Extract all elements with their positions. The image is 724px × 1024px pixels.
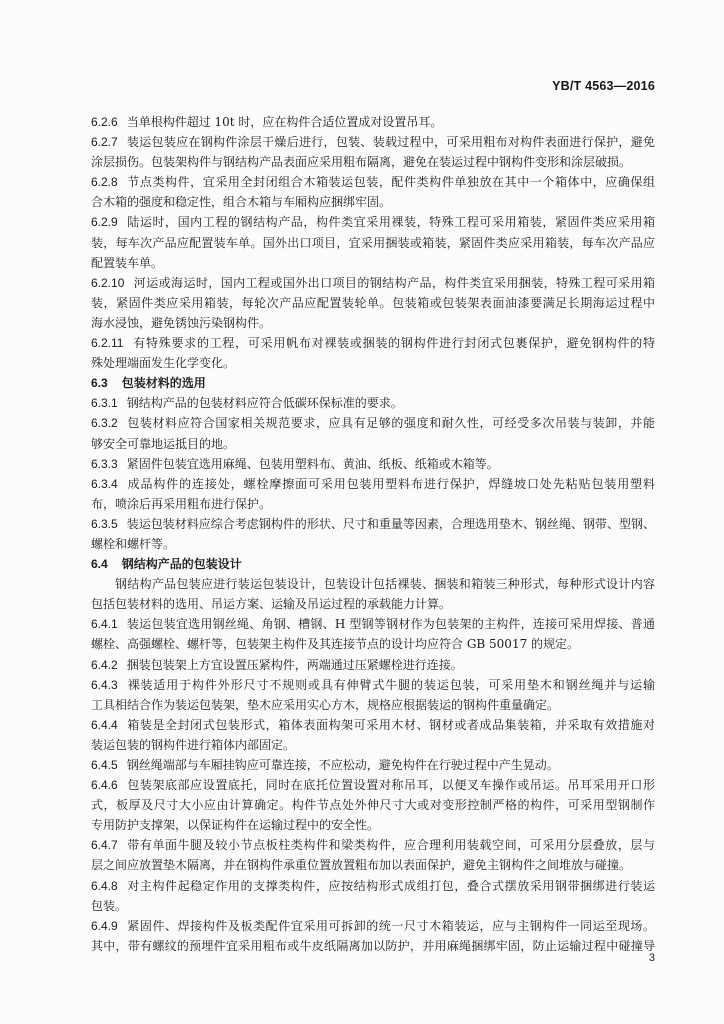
clause-text: 紧固件包装宜选用麻绳、包装用塑料布、黄油、纸板、纸箱或木箱等。	[126, 456, 499, 471]
clause-6-4-8	[91, 876, 655, 916]
clause-number: 6.3.3	[91, 456, 118, 471]
text-line	[91, 715, 655, 735]
clause-6-2-9	[91, 212, 655, 272]
clause-number: 6.4.6	[91, 778, 118, 793]
text-line	[91, 936, 655, 956]
clause-number: 6.3.4	[91, 476, 118, 491]
text-line	[91, 112, 655, 132]
text-line	[91, 594, 655, 614]
clause-6-2-11	[91, 333, 655, 373]
section-title: 钢结构产品的包装设计	[121, 557, 242, 572]
section-heading-6-4	[91, 554, 655, 574]
clause-number: 6.3.1	[91, 396, 118, 411]
clause-text: 海水浸蚀，避免锈蚀污染钢构件。	[91, 315, 272, 330]
clause-number: 6.4.7	[91, 838, 118, 853]
clause-text: 螺栓、高强螺栓、螺杆等，包装架主构件及其连接节点的设计均应符合 GB 50017 的规定。	[91, 637, 580, 652]
clause-number: 6.2.11	[91, 336, 124, 351]
section-heading-6-3	[91, 373, 655, 393]
text-line	[91, 695, 655, 715]
clause-6-4-3	[91, 675, 655, 715]
clause-text: 够安全可靠地运抵目的地。	[91, 436, 236, 451]
clause-text: 合木箱的强度和稳定性，组合木箱与车厢构应捆绑牢固。	[91, 195, 392, 210]
clause-number: 6.4.8	[91, 878, 118, 893]
text-line	[91, 434, 655, 454]
clause-text: 紧固件、焊接构件及板类配件宜采用可拆卸的统一尺寸木箱装运，应与主钢构件一同运至现场。	[126, 918, 655, 933]
clause-6-3-3	[91, 454, 655, 474]
clause-number: 6.3.5	[91, 516, 118, 531]
clause-6-2-8	[91, 172, 655, 212]
clause-number: 6.2.8	[91, 175, 118, 190]
clause-text: 裸装适用于构件外形尺寸不规则或具有伸臂式牛腿的装运包装，可采用垫木和钢丝绳并与运输	[126, 677, 655, 692]
text-line	[91, 132, 655, 152]
text-line	[91, 514, 655, 534]
text-line	[91, 614, 655, 634]
text-line	[91, 253, 655, 273]
clause-text: 当单根构件超过 10t 时，应在构件合适位置成对设置吊耳。	[126, 115, 443, 129]
clause-text: 装运包装的钢构件进行箱体内部固定。	[91, 737, 296, 752]
text-line	[91, 353, 655, 373]
text-line	[91, 855, 655, 875]
clause-text: 涂层损伤。包装架构件与钢结构产品表面应采用粗布隔离，避免在装运过程中钢构件变形和涂层破损。	[91, 155, 632, 170]
clause-text: 捆装包装架上方宜设置压紧构件，两端通过压紧螺栓进行连接。	[126, 657, 463, 672]
clause-text: 装，每车次产品应配置装车单。国外出口项目，宜采用捆装或箱装，紧固件类应采用箱装，每车次产品应	[91, 235, 655, 250]
clause-text: 装运包装应在钢构件涂层干燥后进行，包装、装载过程中，可采用粗布对构件表面进行保护，避免	[126, 135, 655, 150]
section-number: 6.4	[91, 557, 108, 572]
clause-text: 对主构件起稳定作用的支撑类构件，应按结构形式成组打包，叠合式摆放采用钢带捆绑进行装运	[126, 878, 655, 893]
text-line	[91, 815, 655, 835]
clause-text: 殊处理端面发生化学变化。	[91, 356, 236, 371]
clause-number: 6.2.10	[91, 275, 125, 290]
text-line	[91, 916, 655, 936]
text-line	[91, 192, 655, 212]
text-line	[91, 152, 655, 172]
clause-6-4-5	[91, 755, 655, 775]
text-line	[91, 293, 655, 313]
clause-text: 布，喷涂后再采用粗布进行保护。	[91, 496, 272, 511]
clause-text: 专用防护支撑架，以保证构件在运输过程中的安全性。	[91, 818, 380, 833]
clause-text: 箱装是全封闭式包装形式，箱体表面构架可采用木材、钢材或者成品集装箱，并采取有效措施对	[126, 717, 655, 732]
clause-number: 6.4.4	[91, 717, 118, 732]
document-body	[91, 112, 655, 956]
clause-number: 6.3.2	[91, 416, 118, 431]
clause-text: 陆运时，国内工程的钢结构产品，构件类宜采用裸装，特殊工程可采用箱装，紧固件类应采用箱	[126, 215, 655, 230]
clause-number: 6.2.9	[91, 215, 118, 230]
page-number: 3	[648, 952, 655, 964]
clause-text: 有特殊要求的工程，可采用帆布对裸装或捆装的钢构件进行封闭式包裹保护，避免钢构件的特	[132, 336, 655, 351]
clause-text: 成品构件的连接处，螺栓摩擦面可采用包装用塑料布进行保护，焊缝坡口处先粘贴包装用塑料	[126, 476, 655, 491]
clause-number: 6.2.7	[91, 135, 118, 150]
text-line	[91, 835, 655, 855]
section-intro-paragraph	[91, 574, 655, 614]
text-line	[91, 675, 655, 695]
clause-text: 包装材料应符合国家相关规范要求，应具有足够的强度和耐久性，可经受多次吊装与装卸，并能	[126, 416, 655, 431]
clause-6-3-5	[91, 514, 655, 554]
clause-6-3-1	[91, 393, 655, 413]
clause-6-4-1	[91, 614, 655, 654]
text-line	[91, 454, 655, 474]
clause-text: 配置装车单。	[91, 255, 164, 270]
text-line	[91, 333, 655, 353]
clause-number: 6.2.6	[91, 115, 118, 129]
text-line	[91, 474, 655, 494]
text-line	[91, 574, 655, 594]
clause-text: 工具相结合作为装运包装架，垫木应采用实心方木，规格应根据装运的钢构件重量确定。	[91, 697, 560, 712]
clause-text: 包装架底部应设置底托，同时在底托位置设置对称吊耳，以便叉车操作或吊运。吊耳采用开口形	[126, 778, 655, 793]
clause-text: 河运或海运时，国内工程或国外出口项目的钢结构产品，构件类宜采用捆装，特殊工程可采用箱	[133, 275, 655, 290]
text-line	[91, 876, 655, 896]
text-line	[91, 534, 655, 554]
text-line	[91, 795, 655, 815]
clause-number: 6.4.9	[91, 918, 118, 933]
text-line	[91, 634, 655, 654]
clause-text: 节点类构件，宜采用全封闭组合木箱装运包装，配件类构件单独放在其中一个箱体中，应确保组	[126, 175, 655, 190]
clause-text: 带有单面牛腿及较小节点板柱类构件和梁类构件，应合理利用装载空间，可采用分层叠放，层与	[126, 838, 655, 853]
clause-number: 6.4.3	[91, 677, 118, 692]
paragraph-text: 钢结构产品包装应进行装运包装设计，包装设计包括裸装、捆装和箱装三种形式，每种形式设计内容	[115, 577, 655, 592]
clause-6-3-2	[91, 413, 655, 453]
clause-number: 6.4.5	[91, 758, 118, 772]
clause-6-4-7	[91, 835, 655, 875]
clause-6-3-4	[91, 474, 655, 514]
clause-number: 6.4.2	[91, 657, 118, 672]
text-line	[91, 413, 655, 433]
clause-text: 层之间应放置垫木隔离，并在钢构件承重位置放置粗布加以表面保护，避免主钢构件之间堆放与碰撞。	[91, 858, 632, 873]
text-line	[91, 233, 655, 253]
text-line	[91, 775, 655, 795]
clause-6-4-2	[91, 655, 655, 675]
clause-text: 装，紧固件类应采用箱装，每轮次产品应配置装轮单。包装箱或包装架表面油漆要满足长期海运过程中	[91, 295, 655, 310]
text-line	[91, 735, 655, 755]
clause-text: 装运包装宜选用钢丝绳、角钢、槽钢、H 型钢等钢材作为包装架的主构件，连接可采用焊接、普通	[126, 617, 655, 632]
clause-text: 螺栓和螺杆等。	[91, 536, 176, 551]
clause-6-4-9	[91, 916, 655, 956]
clause-6-2-10	[91, 273, 655, 333]
paragraph-text: 包括包装材料的选用、吊运方案、运输及吊运过程的承载能力计算。	[91, 597, 452, 612]
text-line	[91, 172, 655, 192]
text-line	[91, 313, 655, 333]
clause-6-2-6	[91, 112, 655, 132]
text-line	[91, 494, 655, 514]
clause-text: 包装。	[91, 898, 128, 913]
text-line	[91, 393, 655, 413]
standard-code-header: YB/T 4563—2016	[552, 79, 655, 93]
clause-number: 6.4.1	[91, 617, 118, 632]
text-line	[91, 755, 655, 775]
clause-6-4-4	[91, 715, 655, 755]
clause-text: 式，板厚及尺寸大小应由计算确定。构件节点处外伸尺寸大或对变形控制严格的构件，可采用型钢制作	[91, 798, 655, 813]
section-number: 6.3	[91, 376, 108, 391]
text-line	[91, 212, 655, 232]
text-line	[91, 896, 655, 916]
text-line	[91, 655, 655, 675]
clause-text: 装运包装材料应综合考虑钢构件的形状、尺寸和重量等因素，合理选用垫木、钢丝绳、钢带、型钢、	[126, 516, 655, 531]
text-line	[91, 273, 655, 293]
clause-text: 其中，带有螺纹的预埋件宜采用粗布或牛皮纸隔离加以防护，并用麻绳捆绑牢固，防止运输过程中碰撞导	[91, 938, 655, 953]
section-title: 包装材料的选用	[121, 376, 206, 391]
clause-text: 钢丝绳端部与车厢挂钩应可靠连接，不应松动，避免构件在行驶过程中产生晃动。	[126, 758, 559, 772]
clause-6-2-7	[91, 132, 655, 172]
clause-6-4-6	[91, 775, 655, 835]
clause-text: 钢结构产品的包装材料应符合低碳环保标准的要求。	[126, 396, 403, 411]
